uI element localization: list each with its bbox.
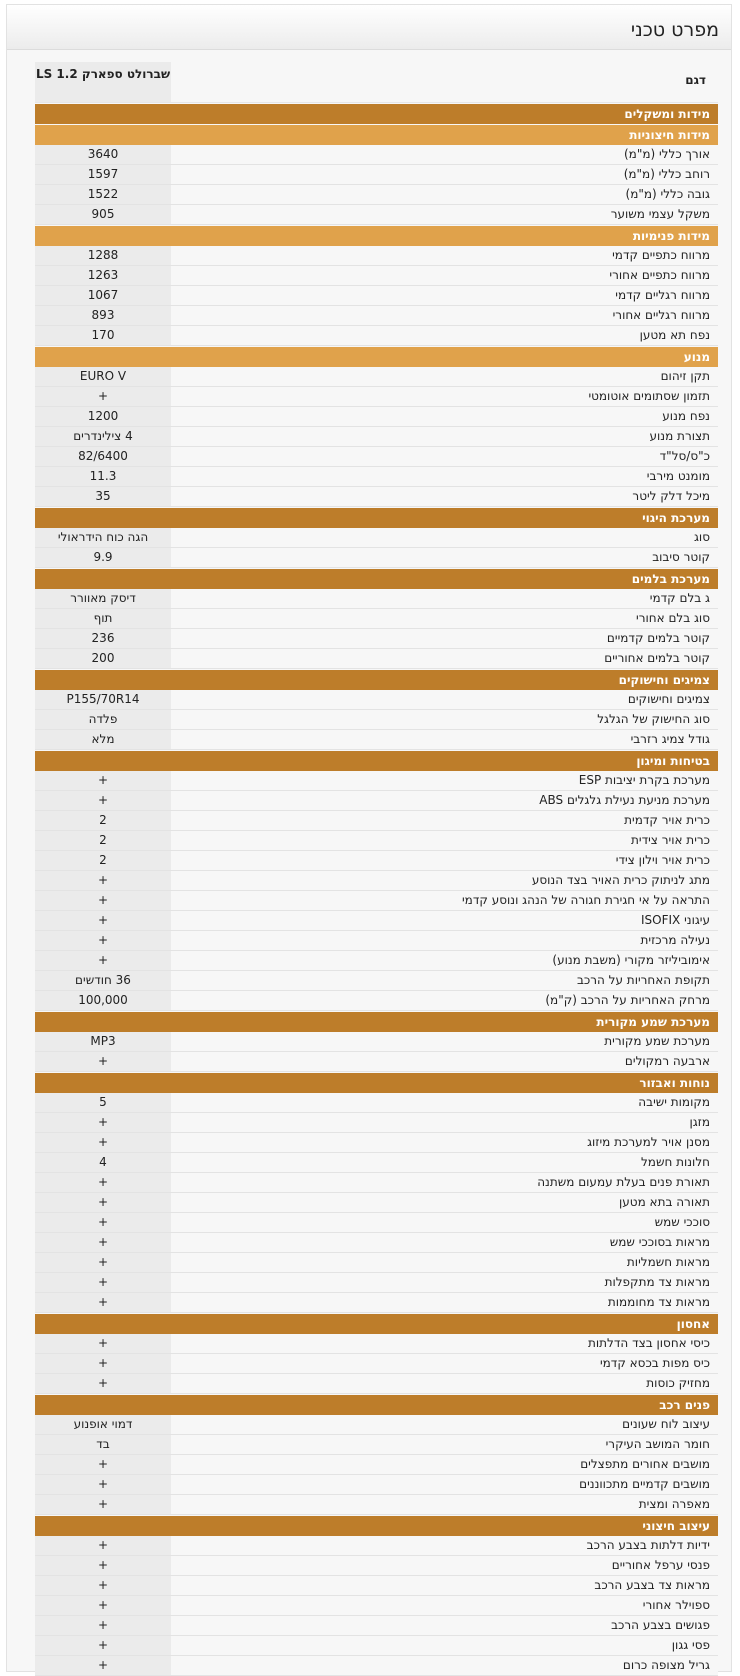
spec-value: 905 [35,205,171,224]
spec-label: מרווח כתפיים אחורי [609,268,710,282]
model-label: דגם [685,73,706,87]
spec-label: סוג [693,530,710,544]
spec-row [35,1133,718,1153]
spec-value: פלדה [35,710,171,729]
spec-label: קוטר בלמים אחוריים [604,651,710,665]
spec-label: מסנן אויר למערכת מיזוג [587,1135,710,1149]
spec-label: כ"ס/סל"ד [659,449,710,463]
spec-value: + [35,1475,171,1494]
spec-value: + [35,951,171,970]
spec-row [35,931,718,951]
spec-value: 1288 [35,246,171,265]
spec-value: 5 [35,1093,171,1112]
spec-value: 4 צילינדרים [35,427,171,446]
spec-row [35,791,718,811]
spec-row [35,427,718,447]
spec-value: + [35,1193,171,1212]
spec-row [35,951,718,971]
spec-label: מראות צד מחוממות [607,1295,710,1309]
spec-row [35,1032,718,1052]
spec-row [35,1213,718,1233]
spec-row [35,1455,718,1475]
section-header: מערכת בלמים [35,569,718,589]
spec-row [35,286,718,306]
spec-row [35,1415,718,1435]
spec-value: + [35,1253,171,1272]
spec-rows [35,104,718,1676]
section-header: בטיחות ומיגון [35,751,718,771]
spec-label: תקן זיהום [660,369,710,383]
spec-label: פגושים בצבע הרכב [611,1618,710,1632]
spec-table [35,62,718,1676]
section-header: אחסון [35,1314,718,1334]
spec-value: + [35,1536,171,1555]
spec-label: ספוילר אחורי [642,1598,710,1612]
spec-label: קוטר בלמים קדמיים [606,631,710,645]
spec-row [35,1273,718,1293]
spec-label: פסי גגון [671,1638,710,1652]
spec-value: + [35,1133,171,1152]
spec-row [35,467,718,487]
spec-label: מרחק האחריות על הרכב (ק"מ) [545,993,710,1007]
spec-value: + [35,791,171,810]
spec-row [35,1093,718,1113]
spec-value: + [35,1656,171,1675]
spec-label: קוטר סיבוב [652,550,710,564]
spec-label: פנסי ערפל אחוריים [611,1558,710,1572]
spec-row [35,1052,718,1072]
spec-value: + [35,1576,171,1595]
spec-row [35,1596,718,1616]
spec-row [35,246,718,266]
spec-value: + [35,891,171,910]
spec-label: גודל צמיג רזרבי [630,732,710,746]
spec-label: מערכת מניעת נעילת גלגלים ABS [539,793,710,807]
spec-value: + [35,771,171,790]
spec-value: 11.3 [35,467,171,486]
spec-row [35,528,718,548]
spec-value: 1200 [35,407,171,426]
subsection-header: מידות פנימיות [35,226,718,246]
spec-value: 2 [35,851,171,870]
spec-label: התראה על אי חגירת חגורה של הנהג ונוסע קדמי [461,893,710,907]
spec-label: רוחב כללי (מ"מ) [623,167,710,181]
spec-row [35,1193,718,1213]
spec-label: כרית אויר וילון צידי [615,853,710,867]
spec-value: + [35,1233,171,1252]
spec-row [35,1293,718,1313]
spec-row [35,1656,718,1676]
section-header: נוחות ואבזור [35,1073,718,1093]
spec-label: מקומות ישיבה [638,1095,710,1109]
subsection-header: מנוע [35,347,718,367]
spec-row [35,1616,718,1636]
spec-value: 82/6400 [35,447,171,466]
spec-value: 1263 [35,266,171,285]
spec-row [35,205,718,225]
spec-label: סוג החישוק של הגלגל [597,712,710,726]
spec-row [35,851,718,871]
spec-value: 236 [35,629,171,648]
spec-value: + [35,1334,171,1353]
spec-label: מושבים אחורים מתפצלים [580,1457,710,1471]
spec-row [35,771,718,791]
panel-header [7,5,731,50]
spec-row [35,165,718,185]
spec-row [35,1495,718,1515]
spec-row [35,690,718,710]
spec-row [35,1475,718,1495]
spec-label: נפח מנוע [662,409,710,423]
spec-label: ידיות דלתות בצבע הרכב [586,1538,710,1552]
spec-value: דיסק מאוורר [35,589,171,608]
spec-value: 2 [35,831,171,850]
spec-value: EURO V [35,367,171,386]
spec-row [35,1113,718,1133]
spec-row [35,609,718,629]
spec-value: 2 [35,811,171,830]
spec-value: 1522 [35,185,171,204]
spec-value: + [35,1354,171,1373]
spec-label: תזמון שסתומים אוטומטי [588,389,710,403]
spec-row [35,487,718,507]
spec-value: + [35,1273,171,1292]
spec-label: מרווח רגליים אחורי [612,308,710,322]
spec-row [35,991,718,1011]
spec-row [35,326,718,346]
spec-row [35,891,718,911]
spec-value: MP3 [35,1032,171,1051]
spec-label: מראות בסוככי שמש [609,1235,710,1249]
spec-row [35,387,718,407]
spec-row [35,730,718,750]
spec-row [35,1233,718,1253]
spec-row [35,1253,718,1273]
spec-value: P155/70R14 [35,690,171,709]
spec-value: + [35,1616,171,1635]
spec-value: + [35,1596,171,1615]
spec-value: + [35,911,171,930]
spec-label: מראות חשמליות [626,1255,710,1269]
spec-value: + [35,1173,171,1192]
spec-label: כרית אויר צידית [631,833,710,847]
spec-value: + [35,1293,171,1312]
spec-label: תאורה בתא מטען [619,1195,710,1209]
spec-label: חלונות חשמל [640,1155,710,1169]
spec-label: עיגוני ISOFIX [641,913,710,927]
spec-label: חומר המושב העיקרי [605,1437,710,1451]
spec-label: משקל עצמי משוער [610,207,710,221]
spec-value: 35 [35,487,171,506]
spec-value: + [35,1495,171,1514]
spec-row [35,971,718,991]
subsection-header: מידות חיצוניות [35,125,718,145]
spec-value: 36 חודשים [35,971,171,990]
spec-value: + [35,387,171,406]
spec-value: 100,000 [35,991,171,1010]
spec-label: אימוביליזר מקורי (משבת מנוע) [552,953,710,967]
spec-label: מרווח כתפיים קדמי [612,248,710,262]
spec-value: + [35,1052,171,1071]
spec-row [35,831,718,851]
spec-label: מערכת שמע מקורית [604,1034,710,1048]
spec-row [35,306,718,326]
spec-row [35,1556,718,1576]
spec-label: אורך כללי (מ"מ) [624,147,710,161]
spec-row [35,811,718,831]
section-header: מידות ומשקלים [35,104,718,124]
page-title: מפרט טכני [630,19,719,41]
spec-label: מרווח רגליים קדמי [615,288,710,302]
spec-label: כרית אויר קדמית [624,813,710,827]
spec-label: מומנט מירבי [646,469,710,483]
spec-row [35,1334,718,1354]
spec-row [35,1374,718,1394]
spec-value: 893 [35,306,171,325]
spec-label: ג בלם קדמי [649,591,710,605]
spec-label: סוג בלם אחורי [636,611,710,625]
spec-label: תקופת האחריות על הרכב [576,973,710,987]
spec-value: + [35,1113,171,1132]
spec-value: דמוי אופנוע [35,1415,171,1434]
spec-label: צמיגים וחישוקים [627,692,710,706]
spec-value: + [35,1455,171,1474]
spec-label: ארבעה רמקולים [624,1054,710,1068]
spec-row [35,710,718,730]
spec-row [35,1536,718,1556]
spec-label: כיסי אחסון בצד הדלתות [588,1336,710,1350]
spec-row [35,871,718,891]
model-row [35,62,718,103]
spec-label: כיס מפות בכסא קדמי [599,1356,710,1370]
spec-row [35,589,718,609]
spec-value: הגה כוח הידראולי [35,528,171,547]
spec-row [35,911,718,931]
spec-value: + [35,1636,171,1655]
spec-row [35,1153,718,1173]
spec-label: מושבים קדמיים מתכווננים [579,1477,710,1491]
spec-value: + [35,931,171,950]
spec-value: בד [35,1435,171,1454]
spec-label: עיצוב לוח שעונים [622,1417,710,1431]
spec-label: מאפרה ומצית [638,1497,710,1511]
spec-row [35,629,718,649]
spec-value: + [35,1374,171,1393]
spec-label: תצורת מנוע [649,429,710,443]
spec-value: 9.9 [35,548,171,567]
spec-row [35,407,718,427]
spec-value: + [35,871,171,890]
spec-value: 170 [35,326,171,345]
spec-row [35,367,718,387]
spec-row [35,185,718,205]
spec-row [35,1354,718,1374]
section-header: צמיגים וחישוקים [35,670,718,690]
spec-row [35,447,718,467]
spec-value: + [35,1556,171,1575]
spec-row [35,548,718,568]
spec-value: 3640 [35,145,171,164]
spec-label: מתג לניתוק כרית האויר בצד הנוסע [531,873,710,887]
spec-row [35,1636,718,1656]
spec-value: + [35,1213,171,1232]
spec-label: מראות צד בצבע הרכב [594,1578,710,1592]
spec-row [35,1576,718,1596]
spec-label: תאורת פנים בעלת עמעום משתנה [537,1175,710,1189]
model-name: שברולט ספארק 1.2 LS [35,62,171,102]
section-header: מערכת היגוי [35,508,718,528]
spec-label: מזגן [689,1115,710,1129]
spec-label: גריל מצופה כרום [622,1658,710,1672]
spec-value: מלא [35,730,171,749]
spec-label: מיכל דלק ליטר [632,489,710,503]
spec-row [35,266,718,286]
spec-row [35,649,718,669]
spec-value: תוף [35,609,171,628]
spec-label: מראות צד מתקפלות [604,1275,710,1289]
spec-label: נעילה מרכזית [640,933,710,947]
section-header: מערכת שמע מקורית [35,1012,718,1032]
spec-value: 1597 [35,165,171,184]
spec-row [35,145,718,165]
spec-label: מערכת בקרת יציבות ESP [578,773,710,787]
spec-row [35,1173,718,1193]
spec-label: גובה כללי (מ"מ) [625,187,710,201]
spec-row [35,1435,718,1455]
spec-value: 4 [35,1153,171,1172]
spec-label: מחזיק כוסות [646,1376,710,1390]
spec-value: 200 [35,649,171,668]
spec-value: 1067 [35,286,171,305]
spec-panel [6,4,732,1672]
spec-label: נפח תא מטען [639,328,710,342]
section-header: עיצוב חיצוני [35,1516,718,1536]
spec-label: סוככי שמש [654,1215,710,1229]
section-header: פנים רכב [35,1395,718,1415]
